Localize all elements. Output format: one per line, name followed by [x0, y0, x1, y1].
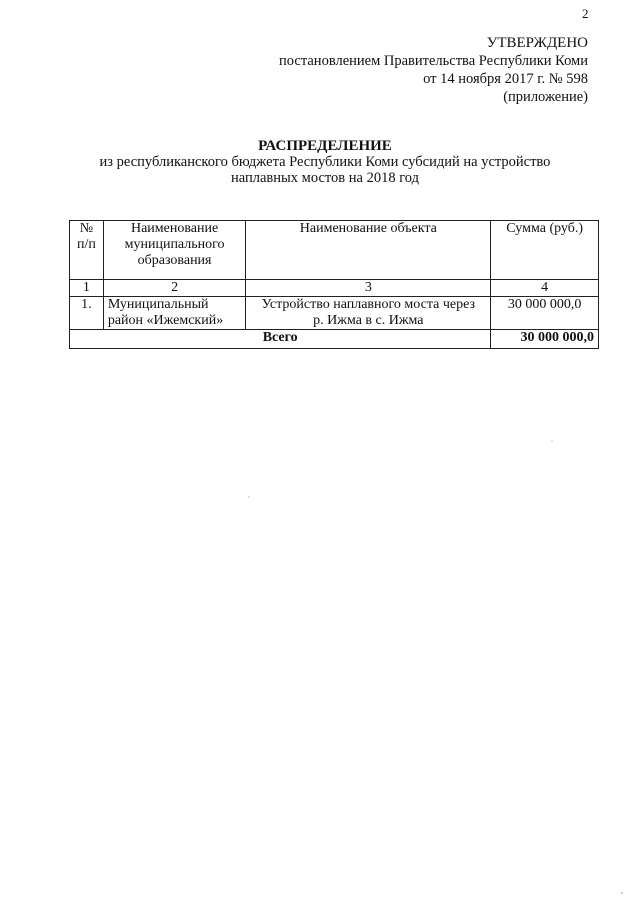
header-number-line2: п/п	[76, 237, 96, 252]
document-title: РАСПРЕДЕЛЕНИЕ	[258, 138, 392, 154]
index-cell-3: 3	[246, 280, 491, 297]
header-number-line1: №	[79, 221, 94, 236]
approved-label: УТВЕРЖДЕНО	[486, 35, 588, 51]
approval-date: от 14 ноября 2017 г. № 598	[423, 71, 588, 87]
approval-resolution: постановлением Правительства Республики Коми	[279, 53, 588, 69]
approval-appendix: (приложение)	[503, 89, 588, 105]
row-object-line2: р. Ижма в с. Ижма	[313, 313, 424, 328]
row-sum: 30 000 000,0	[491, 297, 599, 330]
scan-speck	[621, 892, 622, 893]
index-cell-1: 1	[70, 280, 104, 297]
header-municipality-line2: муниципального	[124, 237, 225, 252]
header-municipality-line1: Наименование	[130, 221, 219, 236]
document-subtitle-line2: наплавных мостов на 2018 год	[231, 170, 419, 186]
row-object-line1: Устройство наплавного моста через	[261, 297, 476, 312]
row-municipality-line2: район «Ижемский»	[107, 313, 224, 328]
row-municipality-line1: Муниципальный	[107, 297, 209, 312]
header-municipality-line3: образования	[137, 253, 212, 268]
header-object: Наименование объекта	[246, 221, 491, 280]
header-sum: Сумма (руб.)	[491, 221, 599, 280]
index-cell-2: 2	[103, 280, 246, 297]
index-cell-4: 4	[491, 280, 599, 297]
total-label: Всего	[70, 330, 491, 349]
row-number: 1.	[70, 297, 104, 330]
scan-speck	[248, 496, 249, 497]
document-subtitle-line1: из республиканского бюджета Республики Коми субсидий на устройство	[99, 154, 551, 170]
scan-speck	[551, 440, 552, 441]
total-sum: 30 000 000,0	[491, 330, 599, 349]
page-number: 2	[582, 6, 589, 21]
